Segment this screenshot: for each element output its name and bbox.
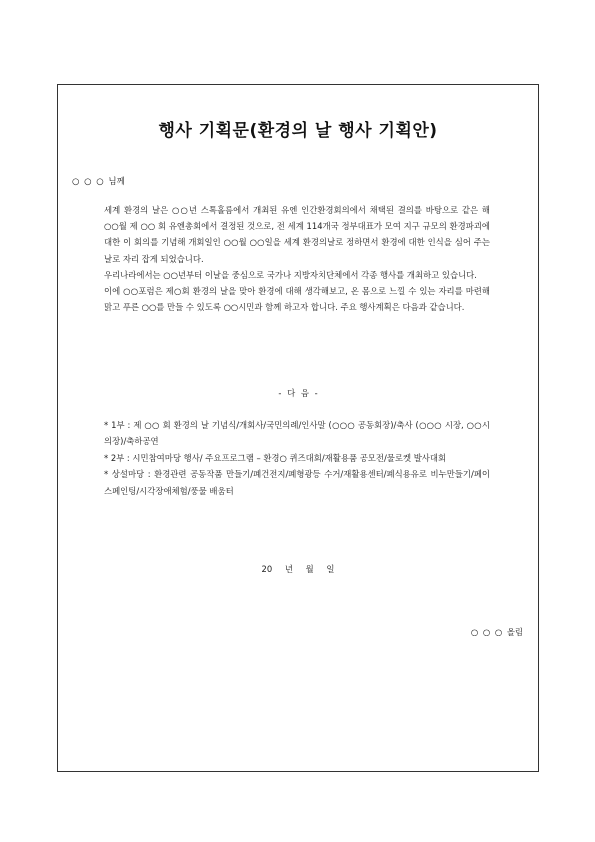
recipient-line: ○ ○ ○ 님께 bbox=[72, 177, 125, 187]
separator-heading: - 다 음 - bbox=[278, 388, 318, 398]
document-title: 행사 기획문(환경의 날 행사 기획안) bbox=[158, 121, 438, 141]
event-item: * 2부 : 시민참여마당 행사/ 주요프로그램 – 환경○ 퀴즈대회/재활용품 공모전/물로켓 발사대회 bbox=[104, 452, 447, 463]
body-paragraph: 우리나라에서는 ○○년부터 이날을 중심으로 국가나 지방자치단체에서 각종 행사를 개최하고 있습니다. bbox=[104, 269, 477, 280]
body-text bbox=[104, 202, 490, 315]
signature-line: ○ ○ ○ 올림 bbox=[470, 627, 523, 637]
body-paragraph: 이에 ○○포럼은 제○회 환경의 날을 맞아 환경에 대해 생각해보고, 온 몸으로 느낄 수 있는 자리를 마련해 맑고 푸른 ○○를 만들 수 있도록 ○○시민과 함께 하고자 합니다. 주요 행사계획은 다음과 같습니다. bbox=[104, 286, 490, 313]
event-item: * 상설마당 : 환경관련 공동작품 만들기/폐건전지/폐형광등 수거/재활용센터/폐식용유로 비누만들기/페이스페인팅/시각장애체험/풍물 배움터 bbox=[104, 469, 490, 496]
body-paragraph: 세계 환경의 날은 ○○년 스톡홀름에서 개최된 유엔 인간환경회의에서 채택된 결의를 바탕으로 같은 해 ○○월 제 ○○ 회 유엔총회에서 결정된 것으로, 전 세계 114개국 정부대표가 모여 지구 규모의 환경파괴에 대한 이 회의를 기념해 개회일인 ○○월 ○○일을 세계 환경의날로 정하면서 환경에 대한 인식을 심어 주는 날로 자리 잡게 되었습니다. bbox=[104, 205, 490, 264]
date-line: 20 년 월 일 bbox=[261, 564, 335, 574]
event-item: * 1부 : 제 ○○ 회 환경의 날 기념식/개회사/국민의례/인사말 (○○○ 공동회장)/축사 (○○○ 시장, ○○시의장)/축하공연 bbox=[104, 420, 490, 447]
event-item-list bbox=[104, 417, 490, 499]
